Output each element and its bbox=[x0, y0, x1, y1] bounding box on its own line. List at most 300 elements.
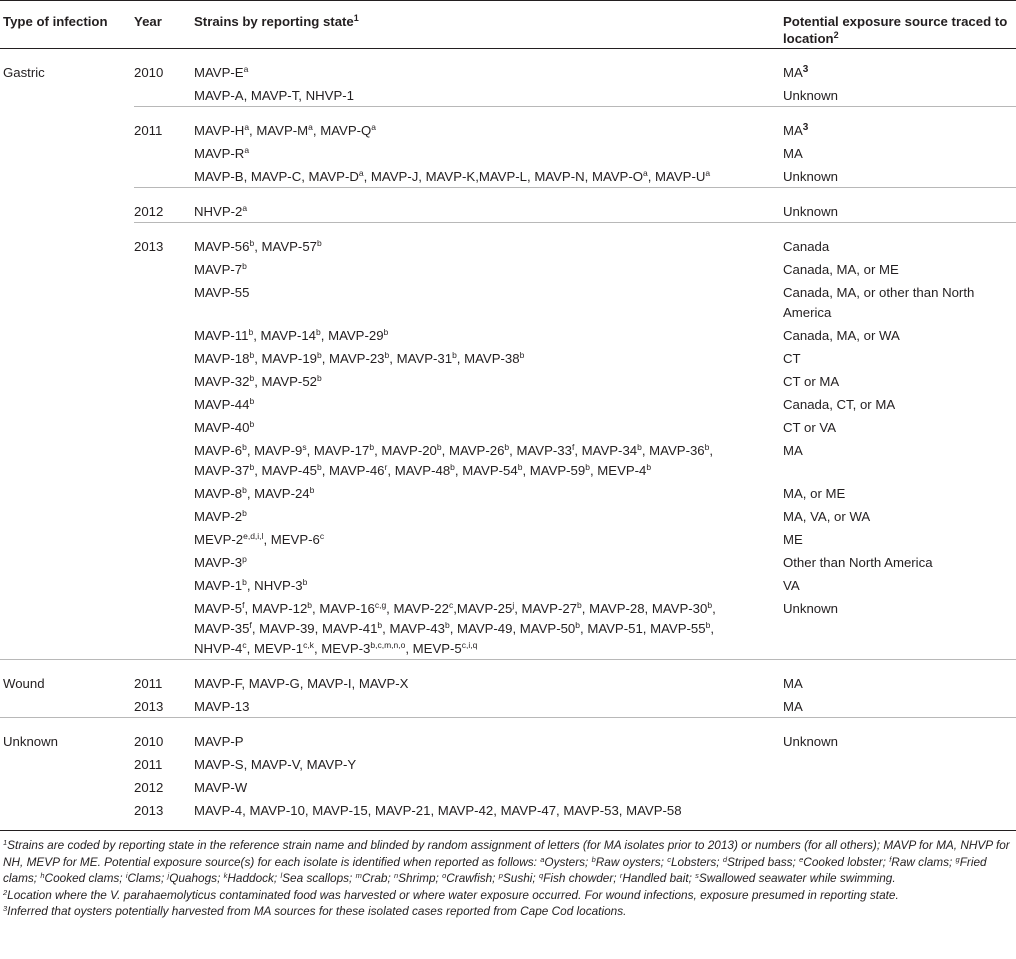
strain-footnote-mark: b bbox=[249, 419, 255, 429]
footnote-letter: h bbox=[40, 871, 45, 880]
strain-text: MAVP-2 bbox=[194, 509, 243, 524]
infection-type-cell bbox=[0, 576, 134, 596]
strain-text: , MAVP-12 bbox=[244, 601, 308, 616]
strain-footnote-mark: b bbox=[302, 577, 308, 587]
footnote-text: Strains are coded by reporting state in the reference strain name and blinded by random assignment of letters (for MA isolates prior to 2013) or numbers (for all others); MAVP for MA, NHVP for NH, MEVP for ME. Potential exposure source(s) for each isolate is identified when reported as follows: bbox=[3, 838, 1010, 869]
table-row bbox=[0, 202, 1016, 223]
exposure-source: MA bbox=[783, 676, 803, 691]
footnote-text: Sea scallops; bbox=[282, 871, 356, 885]
strain-text: , MAVP-20 bbox=[374, 443, 437, 458]
year-cell bbox=[134, 732, 194, 752]
strain-text: , bbox=[709, 443, 714, 458]
table-row bbox=[0, 441, 1016, 481]
strain-footnote-mark: b bbox=[436, 442, 442, 452]
infection-type-cell bbox=[0, 260, 134, 280]
strains-cell bbox=[194, 167, 783, 188]
exposure-source: Canada bbox=[783, 239, 830, 254]
strains-cell bbox=[194, 144, 783, 164]
strain-footnote-mark: b bbox=[575, 620, 580, 630]
infection-type: Gastric bbox=[3, 65, 45, 80]
strain-text: MAVP-13 bbox=[194, 699, 250, 714]
strain-footnote-mark: b bbox=[585, 462, 590, 472]
table-row bbox=[0, 697, 1016, 718]
exposure-source: CT bbox=[783, 351, 801, 366]
footnote-letter: m bbox=[355, 871, 362, 880]
strain-footnote-mark: b bbox=[249, 462, 255, 472]
source-cell bbox=[783, 86, 1016, 107]
spacer-row bbox=[0, 223, 1016, 238]
source-cell bbox=[783, 144, 1016, 164]
infection-type-cell bbox=[0, 237, 134, 257]
table-row bbox=[0, 167, 1016, 188]
footnote-text: Location where the V. parahaemolyticus contaminated food was harvested or where water exposure occurred. For wound infections, exposure presumed in reporting state. bbox=[7, 887, 899, 902]
infection-type: Wound bbox=[3, 676, 45, 691]
strains-cell bbox=[194, 530, 783, 550]
table-row bbox=[0, 576, 1016, 596]
footnote-letter: s bbox=[695, 871, 699, 880]
footnote-letter: c bbox=[667, 854, 671, 864]
infection-type-cell bbox=[0, 326, 134, 346]
year-cell bbox=[134, 326, 194, 346]
infection-type-cell bbox=[0, 144, 134, 164]
strain-text: , MAVP-9 bbox=[246, 443, 303, 458]
strain-text: , MEVP-6 bbox=[263, 532, 320, 547]
footnote-text: Fish chowder; bbox=[543, 871, 620, 885]
table-row bbox=[0, 507, 1016, 527]
strain-footnote-mark: b bbox=[637, 442, 642, 452]
strains-cell bbox=[194, 283, 783, 323]
strain-footnote-mark: b bbox=[249, 396, 255, 406]
table-row bbox=[0, 326, 1016, 346]
strain-footnote-mark: b bbox=[242, 485, 247, 495]
table-row bbox=[0, 674, 1016, 694]
footnote-text: Crab; bbox=[361, 871, 394, 885]
strain-footnote-mark: a bbox=[705, 168, 711, 178]
strain-text: , NHVP-3 bbox=[246, 578, 303, 593]
table-row bbox=[0, 732, 1016, 752]
year-cell bbox=[134, 507, 194, 527]
year-cell bbox=[134, 801, 194, 821]
infection-type-cell bbox=[0, 202, 134, 223]
infection-type-cell bbox=[0, 732, 134, 752]
footnote-number: 1 bbox=[3, 838, 8, 847]
footnote-letter: e bbox=[799, 854, 804, 864]
strain-text: , MAVP-54 bbox=[454, 463, 518, 478]
footnote-text: Sushi; bbox=[502, 871, 539, 885]
strain-text: , MAVP-36 bbox=[641, 443, 705, 458]
source-cell bbox=[783, 260, 1016, 280]
strain-footnote-mark: b bbox=[452, 350, 457, 360]
strain-text: , MAVP-43 bbox=[382, 621, 445, 636]
strain-text: , MAVP-52 bbox=[254, 374, 317, 389]
footnote-letter: g bbox=[955, 854, 960, 864]
footnote-text: Crawfish; bbox=[446, 871, 499, 885]
strain-text: , MAVP-14 bbox=[253, 328, 317, 343]
source-cell bbox=[783, 283, 1016, 323]
source-cell bbox=[783, 441, 1016, 481]
strain-text: MAVP-8 bbox=[194, 486, 243, 501]
spacer-row bbox=[0, 718, 1016, 733]
footnote-letter: i bbox=[125, 871, 128, 880]
table-row bbox=[0, 395, 1016, 415]
year-cell bbox=[134, 484, 194, 504]
strain-footnote-mark: s bbox=[302, 442, 307, 452]
strain-footnote-mark: b bbox=[519, 350, 525, 360]
source-cell bbox=[783, 326, 1016, 346]
strain-footnote-mark: a bbox=[244, 145, 250, 155]
year-cell bbox=[134, 418, 194, 438]
footnote-text: Raw clams; bbox=[891, 854, 956, 869]
strain-text: MAVP-F, MAVP-G, MAVP-I, MAVP-X bbox=[194, 676, 409, 691]
strain-text: , MAVP-51, MAVP-55 bbox=[580, 621, 706, 636]
strain-footnote-mark: a bbox=[643, 168, 648, 178]
infection-type-cell bbox=[0, 63, 134, 83]
strain-text: , MAVP-34 bbox=[574, 443, 638, 458]
strain-footnote-mark: a bbox=[244, 122, 250, 132]
strain-text: NHVP-4 bbox=[194, 641, 243, 656]
strain-footnote-mark: b,c,m,n,o bbox=[370, 640, 406, 650]
strain-text: , MAVP-17 bbox=[306, 443, 370, 458]
strain-text: , MAVP-48 bbox=[387, 463, 451, 478]
strain-text: , MAVP-39, MAVP-41 bbox=[251, 621, 378, 636]
infection-type-cell bbox=[0, 167, 134, 188]
source-cell bbox=[783, 349, 1016, 369]
year: 2013 bbox=[134, 803, 164, 818]
exposure-source: MA, or ME bbox=[783, 486, 846, 501]
strain-footnote-mark: b bbox=[317, 373, 322, 383]
exposure-source: Unknown bbox=[783, 601, 838, 616]
header-strains: Strains by reporting state$^1$ bbox=[194, 1, 783, 49]
strains-cell bbox=[194, 674, 783, 694]
table-row bbox=[0, 372, 1016, 392]
strains-cell bbox=[194, 599, 783, 660]
table-body bbox=[0, 49, 1016, 831]
year-cell bbox=[134, 599, 194, 660]
strain-footnote-mark: b bbox=[317, 462, 322, 472]
exposure-source: CT or VA bbox=[783, 420, 837, 435]
exposure-source: CT or MA bbox=[783, 374, 840, 389]
source-cell bbox=[783, 372, 1016, 392]
strain-footnote-mark: b bbox=[707, 600, 713, 610]
exposure-source: Canada, CT, or MA bbox=[783, 397, 896, 412]
infection-type-cell bbox=[0, 441, 134, 481]
exposure-source: Canada, MA, or other than North America bbox=[783, 285, 975, 320]
strain-text: , MAVP-46 bbox=[321, 463, 385, 478]
year-cell bbox=[134, 441, 194, 481]
strains-cell bbox=[194, 755, 783, 775]
strain-text: MAVP-E bbox=[194, 65, 244, 80]
strain-text: , MAVP-38 bbox=[456, 351, 520, 366]
infection-type-cell bbox=[0, 674, 134, 694]
strains-cell bbox=[194, 778, 783, 798]
spacer-row bbox=[0, 821, 1016, 831]
strain-footnote-mark: b bbox=[316, 327, 321, 337]
strain-footnote-mark: a bbox=[242, 203, 248, 213]
strains-cell bbox=[194, 372, 783, 392]
strain-text: MAVP-37 bbox=[194, 463, 250, 478]
footnote-letter: b bbox=[591, 854, 596, 864]
year: 2010 bbox=[134, 65, 164, 80]
strain-footnote-mark: b bbox=[450, 462, 455, 472]
footnote-text: Haddock; bbox=[227, 871, 281, 885]
strain-footnote-mark: e,d,i,l bbox=[243, 531, 264, 541]
strain-text: MAVP-6 bbox=[194, 443, 243, 458]
strain-text: , MAVP-M bbox=[249, 123, 309, 138]
strain-footnote-mark: b bbox=[384, 350, 390, 360]
strains-cell bbox=[194, 86, 783, 107]
strain-footnote-mark: b bbox=[307, 600, 313, 610]
strain-text: , MAVP-22 bbox=[386, 601, 449, 616]
source-footnote-mark: 3 bbox=[802, 122, 809, 133]
strain-footnote-mark: p bbox=[242, 554, 247, 564]
infection-type-cell bbox=[0, 507, 134, 527]
footnote-letter: p bbox=[498, 871, 503, 880]
source-cell bbox=[783, 167, 1016, 188]
footnote-text: Fried clams; bbox=[3, 854, 987, 885]
strain-text: ,MAVP-25 bbox=[453, 601, 513, 616]
year-cell bbox=[134, 202, 194, 223]
footnote-text: Clams; bbox=[127, 871, 168, 885]
year-cell bbox=[134, 349, 194, 369]
strain-text: MAVP-3 bbox=[194, 555, 243, 570]
strain-footnote-mark: b bbox=[309, 485, 315, 495]
strain-text: MAVP-55 bbox=[194, 285, 250, 300]
table-row bbox=[0, 801, 1016, 821]
spacer-row bbox=[0, 188, 1016, 203]
table-row bbox=[0, 553, 1016, 573]
exposure-source: MA bbox=[783, 443, 803, 458]
source-cell bbox=[783, 599, 1016, 660]
strain-text: NHVP-2 bbox=[194, 204, 243, 219]
source-cell bbox=[783, 576, 1016, 596]
strain-footnote-mark: b bbox=[383, 327, 389, 337]
strains-cell bbox=[194, 121, 783, 141]
exposure-source: Canada, MA, or WA bbox=[783, 328, 900, 343]
footnote-letter: q bbox=[538, 871, 544, 880]
footnote-1 bbox=[3, 837, 1010, 887]
year-cell bbox=[134, 372, 194, 392]
source-cell bbox=[783, 801, 1016, 821]
strain-text: , MEVP-4 bbox=[589, 463, 647, 478]
header-type: Type of infection bbox=[0, 1, 134, 49]
table-row bbox=[0, 121, 1016, 141]
year: 2012 bbox=[134, 204, 164, 219]
strain-text: MAVP-H bbox=[194, 123, 245, 138]
strain-text: MAVP-P bbox=[194, 734, 244, 749]
strain-text: , MAVP-49, MAVP-50 bbox=[449, 621, 576, 636]
table-row bbox=[0, 349, 1016, 369]
strains-cell bbox=[194, 260, 783, 280]
strain-text: MAVP-1 bbox=[194, 578, 243, 593]
source-footnote-mark: 3 bbox=[802, 64, 809, 75]
footnote-letter: k bbox=[223, 871, 228, 880]
strain-text: , MEVP-3 bbox=[313, 641, 371, 656]
strain-footnote-mark: b bbox=[249, 373, 255, 383]
strains-cell bbox=[194, 237, 783, 257]
strain-text: MAVP-A, MAVP-T, NHVP-1 bbox=[194, 88, 354, 103]
year: 2013 bbox=[134, 239, 164, 254]
exposure-source: MA, VA, or WA bbox=[783, 509, 871, 524]
strain-footnote-mark: b bbox=[577, 600, 582, 610]
source-cell bbox=[783, 237, 1016, 257]
footnote-text: Handled bait; bbox=[622, 871, 696, 885]
source-cell bbox=[783, 395, 1016, 415]
strain-footnote-mark: b bbox=[444, 620, 450, 630]
strain-footnote-mark: f bbox=[242, 600, 245, 610]
strain-footnote-mark: b bbox=[242, 577, 247, 587]
footnote-text: Raw oysters; bbox=[595, 854, 668, 869]
exposure-source: Canada, MA, or ME bbox=[783, 262, 899, 277]
footnote-letter: d bbox=[722, 854, 727, 864]
strain-footnote-mark: c bbox=[242, 640, 247, 650]
strains-cell bbox=[194, 395, 783, 415]
strain-text: MAVP-11 bbox=[194, 328, 249, 343]
strain-footnote-mark: b bbox=[317, 238, 322, 248]
strains-cell bbox=[194, 697, 783, 718]
footnote-number: 3 bbox=[3, 904, 8, 913]
year-cell bbox=[134, 553, 194, 573]
year: 2010 bbox=[134, 734, 164, 749]
strain-text: , MAVP-24 bbox=[246, 486, 310, 501]
exposure-source: Unknown bbox=[783, 204, 838, 219]
source-cell bbox=[783, 530, 1016, 550]
strain-footnote-mark: c bbox=[448, 600, 454, 610]
strain-footnote-mark: b bbox=[317, 350, 322, 360]
source-cell bbox=[783, 778, 1016, 798]
strains-cell bbox=[194, 441, 783, 481]
exposure-source: MA bbox=[783, 65, 803, 80]
infection-type-cell bbox=[0, 530, 134, 550]
strain-text: , MAVP-31 bbox=[389, 351, 453, 366]
exposure-source: VA bbox=[783, 578, 800, 593]
year: 2011 bbox=[134, 757, 163, 772]
year-cell bbox=[134, 778, 194, 798]
strain-footnote-mark: b bbox=[646, 462, 652, 472]
infection-type-cell bbox=[0, 349, 134, 369]
strain-footnote-mark: a bbox=[358, 168, 364, 178]
strain-text: , bbox=[712, 601, 716, 616]
year-cell bbox=[134, 283, 194, 323]
infection-type-cell bbox=[0, 484, 134, 504]
strain-footnote-mark: b bbox=[517, 462, 523, 472]
strain-footnote-mark: a bbox=[243, 64, 249, 74]
strains-cell bbox=[194, 507, 783, 527]
strain-footnote-mark: c,g bbox=[374, 600, 387, 610]
table-row bbox=[0, 63, 1016, 83]
strain-text: MEVP-2 bbox=[194, 532, 244, 547]
strain-text: , MAVP-29 bbox=[320, 328, 384, 343]
infection-type-cell bbox=[0, 86, 134, 107]
strain-text: , MAVP-45 bbox=[254, 463, 317, 478]
footnote-letter: j bbox=[167, 871, 170, 880]
exposure-source: Unknown bbox=[783, 88, 838, 103]
table-header-row bbox=[0, 1, 1016, 49]
strain-footnote-mark: j bbox=[512, 600, 515, 610]
year-cell bbox=[134, 237, 194, 257]
strain-text: , MAVP-J, MAVP-K,MAVP-L, MAVP-N, MAVP-O bbox=[363, 169, 643, 184]
footnote-text: Cooked clams; bbox=[44, 871, 126, 885]
strain-footnote-mark: c bbox=[319, 531, 325, 541]
infection-type-cell bbox=[0, 599, 134, 660]
infection-type-cell bbox=[0, 418, 134, 438]
strain-footnote-mark: b bbox=[504, 442, 510, 452]
year-cell bbox=[134, 167, 194, 188]
infection-type-cell bbox=[0, 553, 134, 573]
strain-footnote-mark: b bbox=[242, 442, 247, 452]
strain-text: , bbox=[710, 621, 714, 636]
footnote-text: Inferred that oysters potentially harvested from MA sources for these isolated cases reported from Cape Cod locations. bbox=[7, 904, 627, 918]
footnote-text: Quahogs; bbox=[169, 871, 224, 885]
footnote-letter: f bbox=[889, 854, 892, 864]
source-cell bbox=[783, 121, 1016, 141]
year: 2011 bbox=[134, 676, 163, 691]
year: 2013 bbox=[134, 699, 164, 714]
strain-text: , MAVP-U bbox=[647, 169, 706, 184]
strain-text: , MAVP-33 bbox=[509, 443, 572, 458]
strain-footnote-mark: a bbox=[371, 122, 376, 132]
strain-footnote-mark: b bbox=[242, 508, 247, 518]
source-cell bbox=[783, 507, 1016, 527]
footnote-letter: a bbox=[540, 854, 545, 864]
source-cell bbox=[783, 732, 1016, 752]
table-row bbox=[0, 260, 1016, 280]
strains-cell bbox=[194, 553, 783, 573]
strain-footnote-mark: b bbox=[705, 620, 711, 630]
strain-text: , MAVP-23 bbox=[321, 351, 385, 366]
table-row bbox=[0, 144, 1016, 164]
table-row bbox=[0, 484, 1016, 504]
source-cell bbox=[783, 418, 1016, 438]
infection-type-cell bbox=[0, 283, 134, 323]
exposure-source: Unknown bbox=[783, 169, 838, 184]
footnote-text: Swallowed seawater while swimming. bbox=[698, 871, 896, 885]
strain-text: MAVP-56 bbox=[194, 239, 250, 254]
source-cell bbox=[783, 553, 1016, 573]
year-cell bbox=[134, 674, 194, 694]
source-cell bbox=[783, 202, 1016, 223]
strain-footnote-mark: c,i,q bbox=[461, 640, 478, 650]
footnote-text: Lobsters; bbox=[671, 854, 723, 869]
strain-text: , MAVP-19 bbox=[254, 351, 317, 366]
strain-text: MAVP-44 bbox=[194, 397, 250, 412]
strain-footnote-mark: f bbox=[249, 620, 252, 630]
table-row bbox=[0, 755, 1016, 775]
strain-footnote-mark: b bbox=[248, 327, 254, 337]
footnote-letter: o bbox=[442, 871, 447, 880]
year-cell bbox=[134, 86, 194, 107]
strains-cell bbox=[194, 801, 783, 821]
strain-footnote-mark: b bbox=[249, 238, 255, 248]
footnote-text: Shrimp; bbox=[398, 871, 443, 885]
strains-cell bbox=[194, 418, 783, 438]
table-row bbox=[0, 778, 1016, 798]
footnote-3 bbox=[3, 903, 1010, 920]
year-cell bbox=[134, 530, 194, 550]
strain-text: , MAVP-57 bbox=[254, 239, 317, 254]
table-row bbox=[0, 418, 1016, 438]
header-year: Year bbox=[134, 1, 194, 49]
spacer-row bbox=[0, 49, 1016, 64]
strain-text: , MEVP-1 bbox=[246, 641, 304, 656]
strain-footnote-mark: r bbox=[384, 462, 388, 472]
exposure-source: MA bbox=[783, 146, 803, 161]
footnote-text: Cooked lobster; bbox=[803, 854, 890, 869]
footnote-letter: r bbox=[619, 871, 623, 880]
table-row bbox=[0, 86, 1016, 107]
source-cell bbox=[783, 484, 1016, 504]
strain-text: , MAVP-27 bbox=[514, 601, 578, 616]
strain-text: MAVP-35 bbox=[194, 621, 250, 636]
